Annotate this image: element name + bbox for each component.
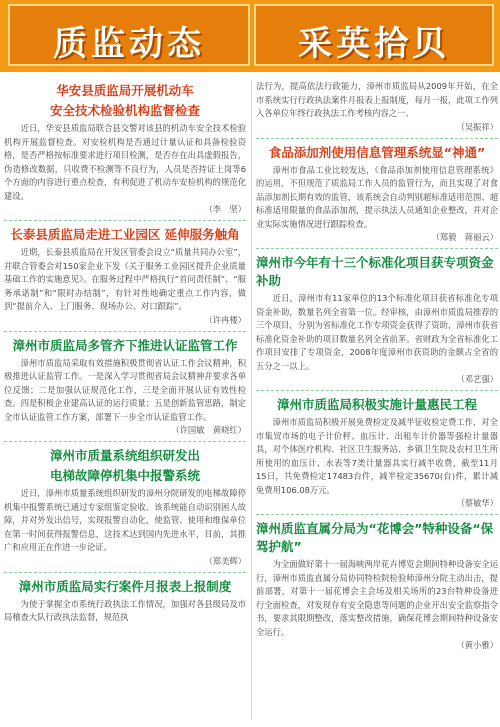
article-divider — [256, 138, 498, 140]
article — [4, 337, 246, 437]
article-body: 为使于掌握全市系统行政执法工作情况，加强对各县级局及市局稽查大队行政执法监督，规范执 — [4, 598, 246, 622]
article-title: 华安县质监局开展机动车 — [56, 83, 194, 98]
article-title: 漳州质监直属分局为“花博会”特种设备“保驾护航” — [256, 521, 494, 554]
article — [256, 80, 498, 133]
article-divider — [4, 572, 246, 574]
article-title: 漳州市质量系统组织研发出 — [49, 448, 200, 463]
article-byline: （郑美辉） — [204, 555, 246, 566]
article-title: 长泰县质监局走进工业园区 延伸服务触角 — [10, 227, 240, 242]
article-body: 漳州市质监局采取有效措施积极贯彻省认证工作会议精神，积极推进认证监管工作。一是深入学习贯彻省局会议精神并要求各单位反馈；二是加强认证规范化工作，三是全面开展认证有效性检查。四是积极企业建高认证的运行质量；五是创新监管思路，制定全市认证监管工作方案，部署下一步全市认证监管工作。 — [4, 357, 246, 422]
article-body: 近期，长泰县质监局在开发区管委会设立“质量共同办公室”，并联合管委会对150家企业下发《关于服务工业园区提升企业质量基础工作的实施意见》。在服务过程中严格执行“首问责任制”、“服务承诺制”和“限时办结制”，有针对性地确定重点工作内容，做到“提前介入、上门服务、现场办公、对口跟踪”。 — [4, 247, 246, 311]
article-byline: （许国敏 黄晓红） — [171, 425, 246, 435]
article-body: 漳州市食品工业比较发达，《食品添加剂使用信息管理系统》的运用，不但规范了质监局工作人员的监管行为，而且实现了对食品添加剂长期有效的监管，该系统会自动判别超标准适用范围、超标准适用限量的食品添加剂，提示执法人员通知企业整改，并对企业实际实施情况进行跟踪检查。 — [256, 164, 498, 229]
banner-title-news: 质监动态 — [53, 24, 205, 64]
article-byline: （李 坚） — [204, 204, 246, 214]
article — [4, 226, 246, 326]
article — [4, 578, 246, 625]
article-body: 漳州市质监局积极开展免费检定及减半征收检定费工作，对全市集贸市场的电子计价秤、血压计、出租车计价器等强检计量器具，对个体医疗机构、社区卫生服务站、乡镇卫生院及农村卫生所所使用的血压计、水表等7类计量器具实行减半收费，截至11月15日，共免费检定17483台件，减半检定35670(台)件，累计减免费用106.08万元。 — [256, 417, 498, 495]
article-body: 近日，漳州市有11家单位的13个标准化项目获省标准化专项资金补助，数量名列全省第一位。经审核，由漳州市质监局推荐的三个项目，分别为省标准化工作专项资金获得了资助，漳州市获省标准化资金补助的项目数量名列全省前茅。省财政为全省标准化工作项目安排了专项资金，2008年度漳州市获资助的金额占全省的五分之一以上。 — [256, 293, 498, 371]
article-body: 近日，华安县质监局联合县交警对该县的机动车安全技术检验机构开展监督检查。对安检机构是否通过计量认证和具备检验资格，是否严格按标准要求进行项目检测，是否存在出具虚假报告，伪造修改数据，只收费不检测等不良行为，人员是否持证上岗等6个方面的内容进行重点检查，有利促进了机动车安检机构的规范化建设。 — [4, 123, 246, 201]
article-byline: （黄小雅） — [456, 640, 498, 650]
banner-right-box — [254, 4, 494, 66]
header-banner — [0, 0, 500, 72]
article-title: 漳州市今年有十三个标准化项目获专项资金补助 — [256, 255, 494, 288]
article — [256, 144, 498, 244]
article — [256, 396, 498, 509]
right-column — [256, 80, 498, 725]
article-divider — [256, 390, 498, 392]
article-title: 漳州市质监局多管齐下推进认证监管工作 — [12, 337, 238, 353]
column-divider — [251, 80, 252, 720]
article-byline: （邓艺强） — [456, 374, 498, 384]
article-divider — [4, 220, 246, 222]
article-divider — [4, 331, 246, 333]
article-divider — [256, 248, 498, 250]
article-byline: （吴振祥） — [456, 121, 498, 132]
article-title: 漳州市质监局实行案件月报表上报制度 — [18, 578, 232, 594]
article — [4, 82, 246, 215]
article-title: 电梯故障停机集中报警系统 — [49, 468, 200, 483]
banner-left-box — [8, 4, 250, 66]
left-column — [4, 80, 246, 725]
article — [256, 520, 498, 651]
article-body: 法行为，提高依法行政能力，漳州市质监局从2009年开始，在全市系统实行行政执法案件月报表上报制度，每月一报，此项工作列入各单位年终行政执法工作考核内容之一。 — [256, 81, 498, 118]
article-title: 安全技术检验机构监督检查 — [49, 103, 200, 118]
article-divider — [4, 441, 246, 443]
article — [4, 447, 246, 567]
article-title: 食品添加剂使用信息管理系统显“神通” — [268, 144, 486, 160]
article-byline: （许冉楼） — [204, 314, 246, 325]
article — [256, 254, 498, 385]
article-divider — [256, 514, 498, 516]
article-byline: （蔡敏华） — [456, 498, 498, 508]
article-body: 为全面做好第十一届海峡两岸花卉博览会期间特种设备安全运行，漳州市质监直属分局协同特检院检验师漳州分院主动出击，提前部署，对第十一届花博会主会场及相关场所的23台特种设备进行全面检查，对发现存有安全隐患等问题的企业开出安全监察指令书，要求其限期整改，落实整改措施，确保花博会期间特种设备安全运行。 — [256, 559, 498, 637]
article-byline: （郑毅 蒋丽云） — [431, 232, 498, 242]
article-title: 漳州市质监局积极实施计量惠民工程 — [276, 397, 477, 412]
banner-title-highlights: 采英拾贝 — [298, 24, 450, 64]
article-body: 近日，漳州市质量系统组织研发的漳州分院研发的电梯故障停机集中报警系统已通过专家组鉴定验收。该系统能自动识别困人故障，并对外发出信号，实现报警自动化，使监管、使用和维保单位在第一时间获得报警信息，这技术达到国内先进水平，目前，其推广和应用正在作进一步论证。 — [4, 488, 246, 552]
